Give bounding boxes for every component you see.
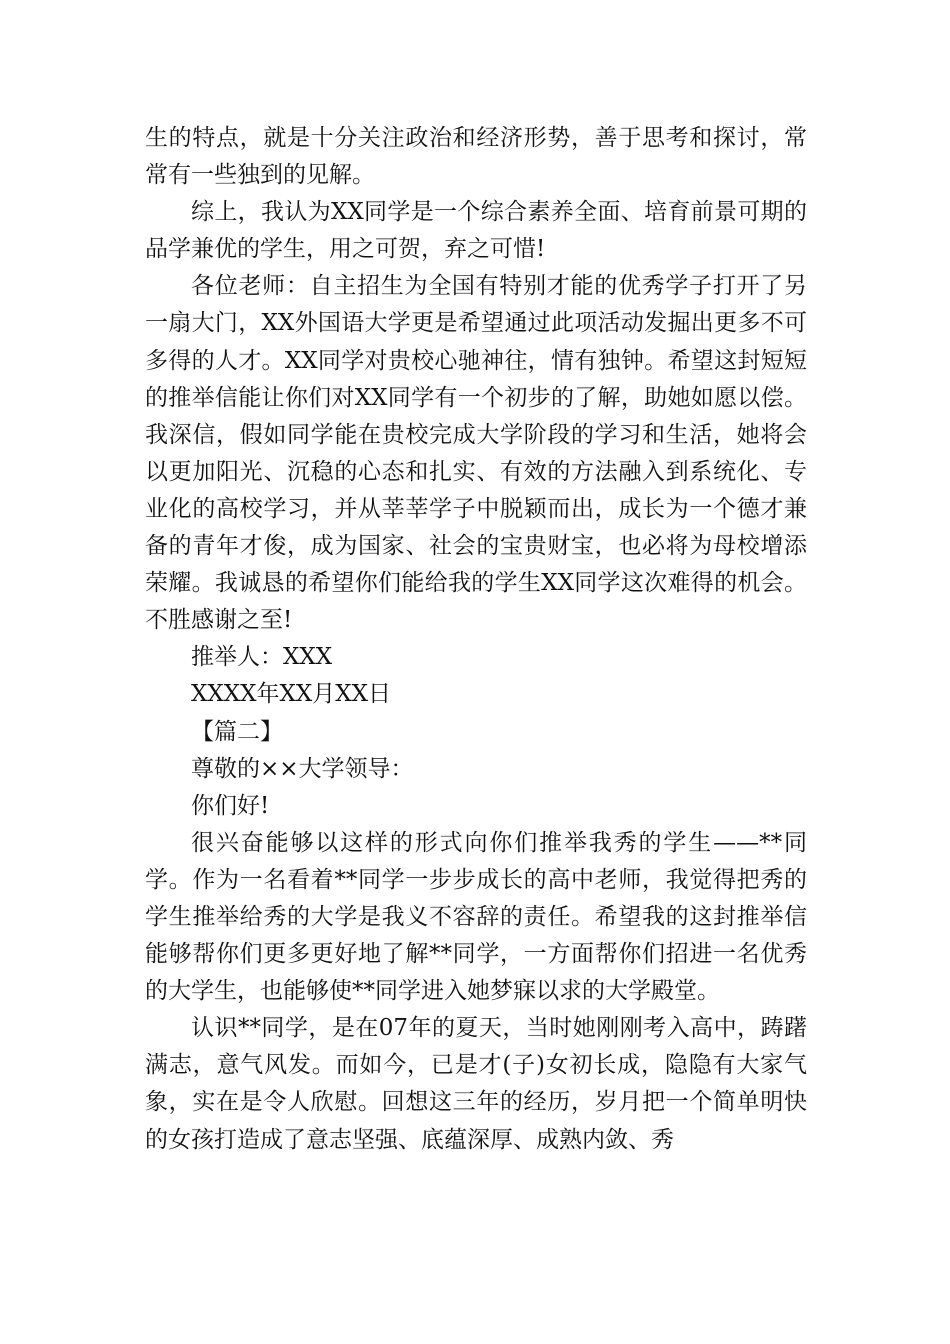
paragraph-appeal: 各位老师：自主招生为全国有特别才能的优秀学子打开了另一扇大门，XX外国语大学更是希望通过此项活动发掘出更多不可多得的人才。XX同学对贵校心驰神往，情有独钟。希望这封短短的推举信能让你们对XX同学有一个初步的了解，助她如愿以偿。我深信，假如同学能在贵校完成大学阶段的学习和生活，她将会以更加阳光、沉稳的心态和扎实、有效的方法融入到系统化、专业化的高校学习，并从莘莘学子中脱颖而出，成长为一个德才兼备的青年才俊，成为国家、社会的宝贵财宝，也必将为母校增添荣耀。我诚恳的希望你们能给我的学生XX同学这次难得的机会。不胜感谢之至!	[145, 273, 807, 634]
signature-date: XXXX年XX月XX日	[191, 681, 391, 708]
document-body	[145, 120, 807, 1159]
salutation: 尊敬的××大学领导：	[191, 755, 414, 782]
paragraph-acquaintance: 认识**同学，是在07年的夏天，当时她刚刚考入高中，踌躇满志，意气风发。而如今，已是才(子)女初长成，隐隐有大家气象，实在是令人欣慰。回想这三年的经历，岁月把一个简单明快的女孩打造成了意志坚强、底蕴深厚、成熟内敛、秀	[145, 1015, 807, 1153]
paragraph-introduction: 很兴奋能够以这样的形式向你们推举我秀的学生——**同学。作为一名看着**同学一步步成长的高中老师，我觉得把秀的学生推举给秀的大学是我义不容辞的责任。希望我的这封推举信能够帮你们更多更好地了解**同学，一方面帮你们招进一名优秀的大学生，也能够使**同学进入她梦寐以求的大学殿堂。	[145, 829, 807, 1005]
paragraph-summary: 综上，我认为XX同学是一个综合素养全面、培育前景可期的品学兼优的学生，用之可贺，弃之可惜!	[145, 199, 807, 263]
section-heading: 【篇二】	[191, 718, 283, 745]
paragraph-continuation: 生的特点，就是十分关注政治和经济形势，善于思考和探讨，常常有一些独到的见解。	[145, 125, 807, 189]
signature-recommender: 推举人：XXX	[191, 644, 333, 671]
greeting: 你们好!	[191, 792, 270, 819]
